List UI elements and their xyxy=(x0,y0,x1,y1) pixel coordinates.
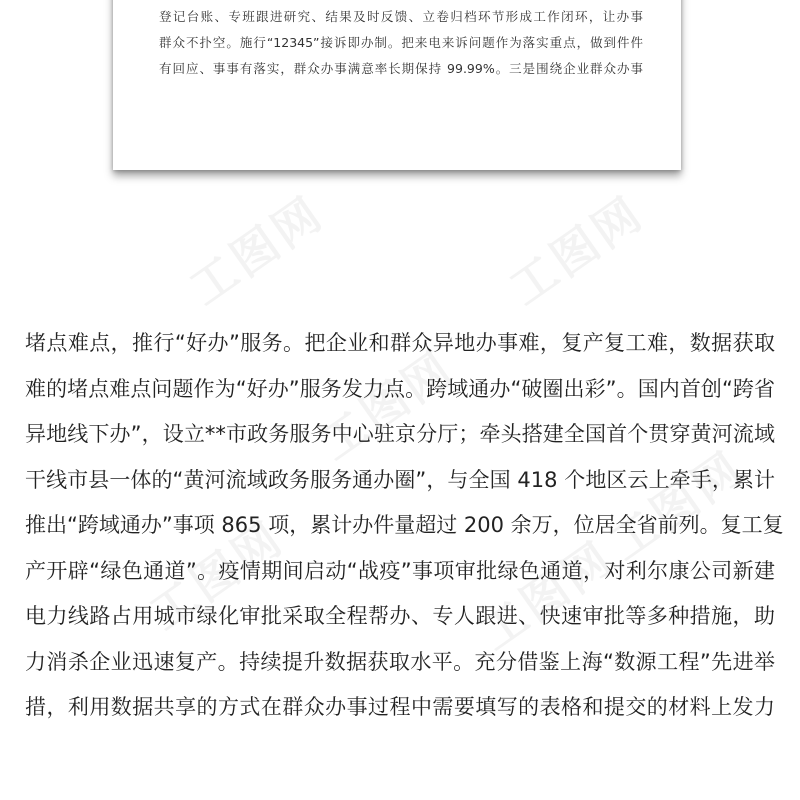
paragraph-line: 堵点难点，推行“好办”服务。把企业和群众异地办事难，复产复工难，数据获取 xyxy=(25,331,775,355)
paragraph-line: 难的堵点难点问题作为“好办”服务发力点。跨域通办“破圈出彩”。国内首创“跨省 xyxy=(25,376,775,401)
watermark: 工图网 xyxy=(469,530,624,661)
main-paragraph xyxy=(25,321,784,731)
watermark: 工图网 xyxy=(499,185,654,316)
paragraph-line: 措，利用数据共享的方式在群众办事过程中需要填写的表格和提交的材料上发力 xyxy=(25,695,775,719)
watermark: 工图网 xyxy=(139,510,294,641)
paragraph-line: 电力线路占用城市绿化审批采取全程帮办、专人跟进、快速审批等多种措施，助 xyxy=(25,604,775,628)
watermark: 工图网 xyxy=(179,185,334,316)
card-line: 有回应、事事有落实，群众办事满意率长期保持 99.99%。三是围绕企业群众办事 xyxy=(159,61,643,76)
watermark: 工图网 xyxy=(309,340,464,471)
paragraph-line: 推出“跨域通办”事项 865 项，累计办件量超过 200 余万，位居全省前列。复工复 xyxy=(25,513,784,537)
paragraph-line: 力消杀企业迅速复产。持续提升数据获取水平。充分借鉴上海“数源工程”先进举 xyxy=(25,649,775,674)
card-paragraph xyxy=(159,4,643,82)
paragraph-line: 异地线下办”，设立**市政务服务中心驻京分厅；牵头搭建全国首个贯穿黄河流域 xyxy=(25,422,775,446)
card-line: 登记台账、专班跟进研究、结果及时反馈、立卷归档环节形成工作闭环，让办事 xyxy=(159,9,643,24)
paragraph-line: 干线市县一体的“黄河流域政务服务通办圈”，与全国 418 个地区云上牵手，累计 xyxy=(25,467,775,492)
card-line: 群众不扑空。施行“12345”接诉即办制。把来电来诉问题作为落实重点，做到件件 xyxy=(159,35,643,50)
paragraph-line: 产开辟“绿色通道”。疫情期间启动“战疫”事项审批绿色通道，对利尔康公司新建 xyxy=(25,558,775,583)
document-card xyxy=(113,0,681,170)
watermark: 工图网 xyxy=(599,440,754,571)
